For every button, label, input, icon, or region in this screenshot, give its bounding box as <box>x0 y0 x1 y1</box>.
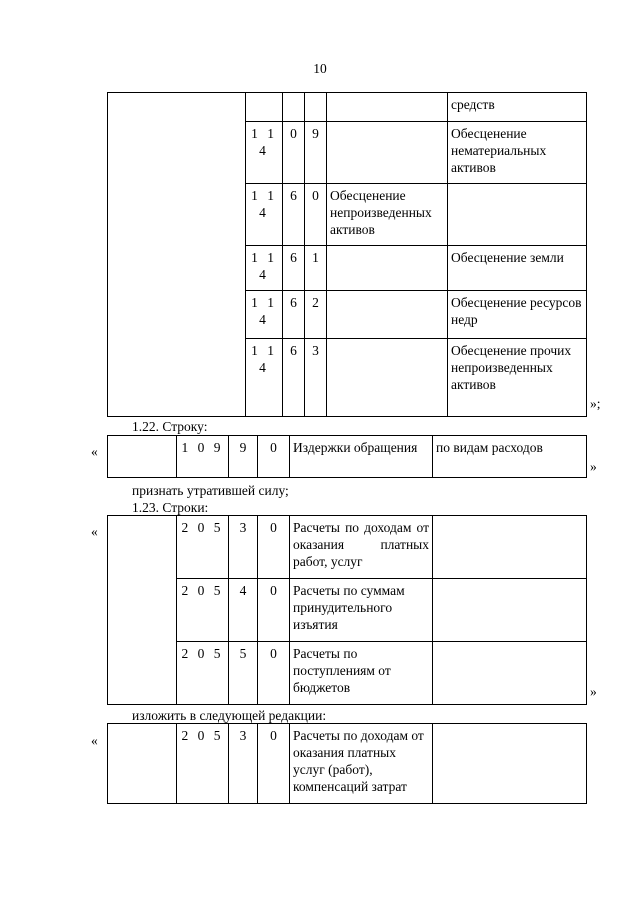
account-name-a: Расчеты по поступлениям от бюджетов <box>290 642 433 705</box>
instruction-text: признать утратившей силу; <box>132 483 289 498</box>
account-name-a: Расчеты по доходам от оказания платных услуг (работ), компенсаций затрат <box>290 724 433 804</box>
account-name-b: Обесценение ресурсов недр <box>448 291 587 339</box>
accounts-table-new <box>107 723 587 804</box>
accounts-table-1-23 <box>107 515 587 705</box>
account-group: 3 <box>229 724 258 804</box>
account-name-b <box>433 579 587 642</box>
account-item: 0 <box>258 579 290 642</box>
account-group: 6 <box>283 246 305 291</box>
account-code: 2 0 5 <box>177 516 229 579</box>
account-group <box>283 93 305 122</box>
account-group: 3 <box>229 516 258 579</box>
account-name-a: Расчеты по суммам принудительного изъятия <box>290 579 433 642</box>
table-row <box>108 724 587 804</box>
page-number: 10 <box>313 61 327 76</box>
opening-quote: « <box>91 733 98 748</box>
account-group: 4 <box>229 579 258 642</box>
blank-cell <box>108 436 177 478</box>
account-code <box>246 93 283 122</box>
account-name-a: Издержки обращения <box>290 436 433 478</box>
table-row <box>108 642 587 705</box>
table-row <box>108 436 587 478</box>
account-name-b: Обесценение земли <box>448 246 587 291</box>
instruction-text: изложить в следующей редакции: <box>132 708 327 723</box>
account-code: 1 1 4 <box>246 291 283 339</box>
closing-quote: » <box>590 459 597 474</box>
account-code: 1 1 4 <box>246 246 283 291</box>
account-item: 2 <box>305 291 327 339</box>
table-row <box>108 93 587 122</box>
account-name-a <box>327 246 448 291</box>
account-item: 0 <box>258 516 290 579</box>
blank-cell <box>108 93 246 417</box>
account-name-a <box>327 291 448 339</box>
opening-quote: « <box>91 524 98 539</box>
account-group: 0 <box>283 122 305 184</box>
account-code: 2 0 5 <box>177 579 229 642</box>
account-name-a <box>327 93 448 122</box>
account-code: 1 1 4 <box>246 184 283 246</box>
account-code: 1 1 4 <box>246 339 283 417</box>
accounts-table-1-22 <box>107 435 587 478</box>
table-row <box>108 579 587 642</box>
account-name-b: Обесценение прочих непроизведенных активов <box>448 339 587 417</box>
accounts-table-1 <box>107 92 587 417</box>
account-item: 1 <box>305 246 327 291</box>
account-group: 5 <box>229 642 258 705</box>
opening-quote: « <box>91 444 98 459</box>
account-name-b <box>433 516 587 579</box>
account-item: 3 <box>305 339 327 417</box>
account-name-b: Обесценение нематериальных активов <box>448 122 587 184</box>
account-name-a: Расчеты по доходам от оказания платных работ, услуг <box>290 516 433 579</box>
section-heading-1-22: 1.22. Строку: <box>132 419 208 434</box>
account-group: 6 <box>283 184 305 246</box>
account-code: 2 0 5 <box>177 642 229 705</box>
account-item: 0 <box>258 436 290 478</box>
account-name-a <box>327 339 448 417</box>
account-item: 0 <box>305 184 327 246</box>
blank-cell <box>108 516 177 705</box>
closing-quote: » <box>590 684 597 699</box>
closing-quote-semicolon: »; <box>590 396 601 411</box>
account-name-b: по видам расходов <box>433 436 587 478</box>
account-group: 6 <box>283 339 305 417</box>
account-code: 2 0 5 <box>177 724 229 804</box>
account-name-b <box>433 642 587 705</box>
account-code: 1 1 4 <box>246 122 283 184</box>
account-name-b <box>448 184 587 246</box>
account-group: 9 <box>229 436 258 478</box>
account-item: 0 <box>258 642 290 705</box>
account-item <box>305 93 327 122</box>
table-row <box>108 516 587 579</box>
account-name-a: Обесценение непроизведенных активов <box>327 184 448 246</box>
account-item: 9 <box>305 122 327 184</box>
account-item: 0 <box>258 724 290 804</box>
account-name-b: средств <box>448 93 587 122</box>
account-group: 6 <box>283 291 305 339</box>
account-name-b <box>433 724 587 804</box>
account-name-a <box>327 122 448 184</box>
account-code: 1 0 9 <box>177 436 229 478</box>
blank-cell <box>108 724 177 804</box>
section-heading-1-23: 1.23. Строки: <box>132 500 209 515</box>
